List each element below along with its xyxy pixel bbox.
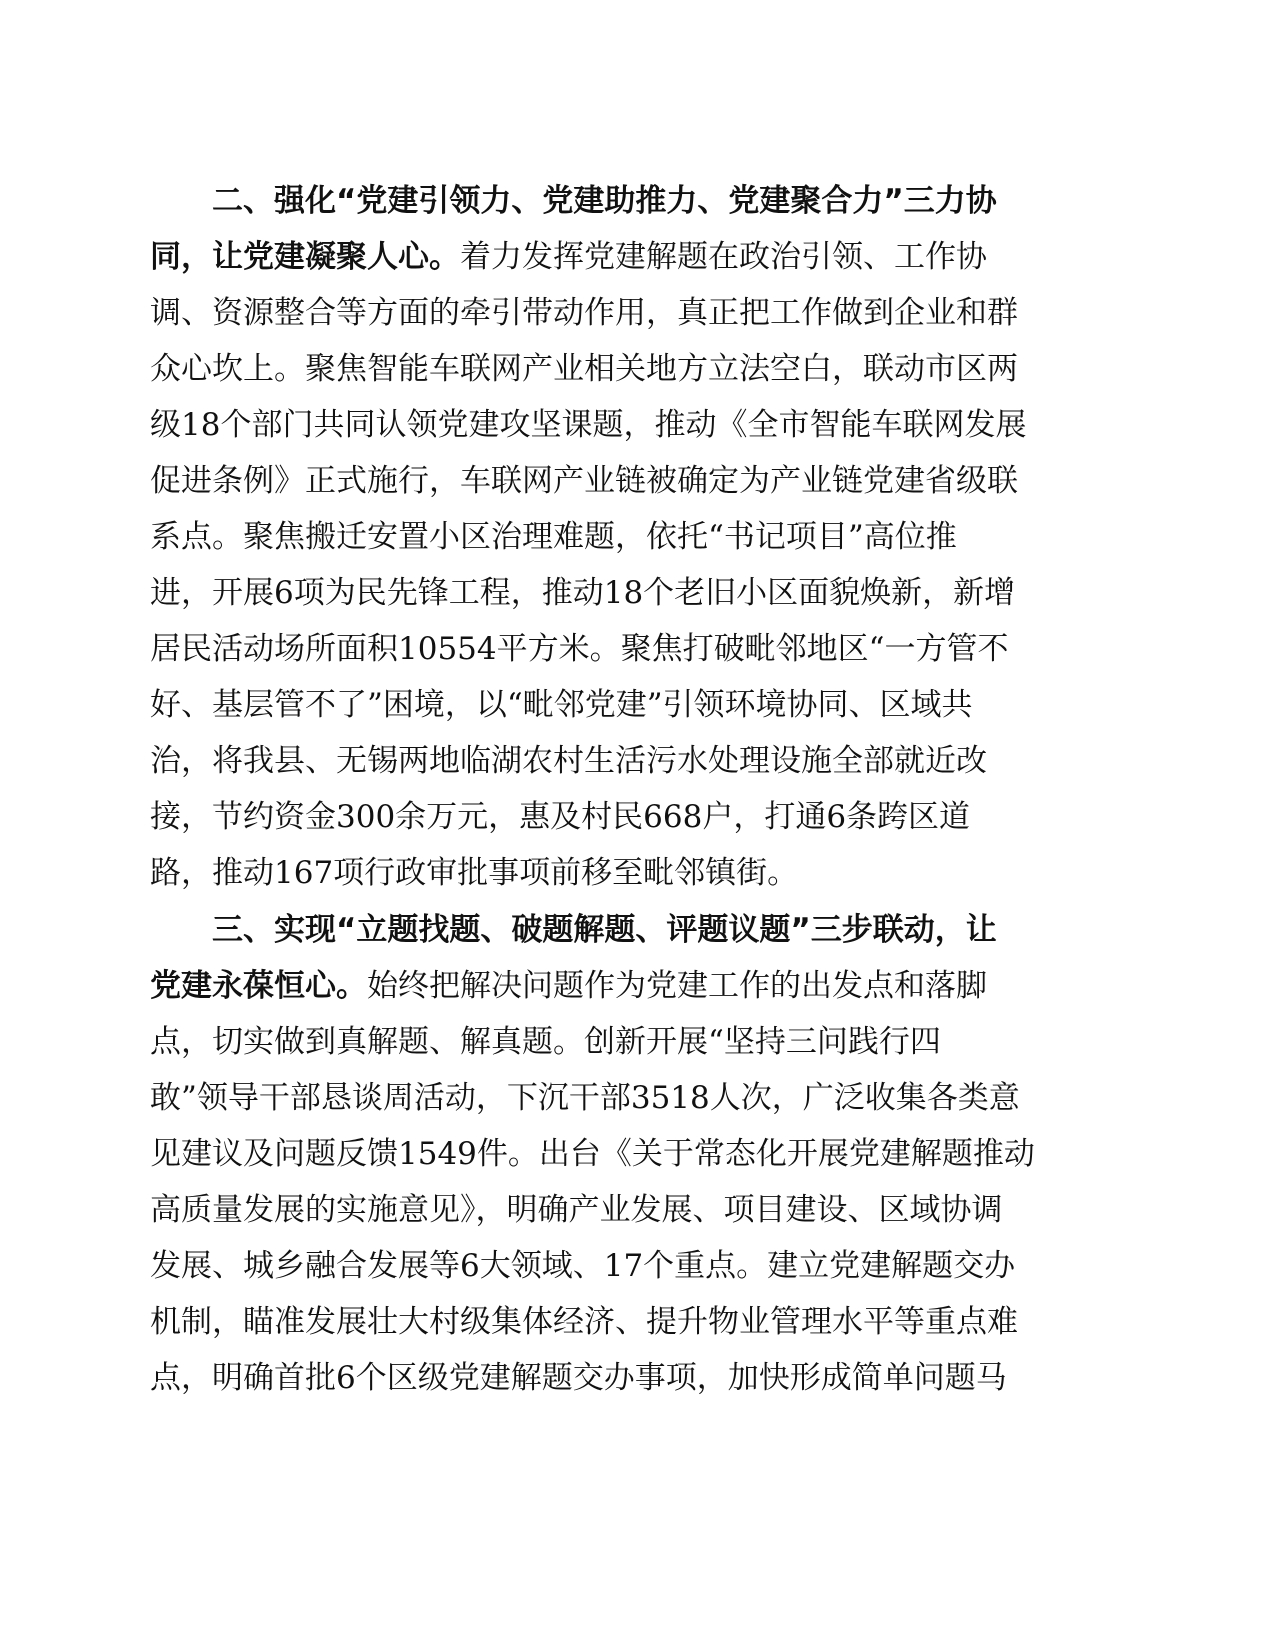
text-run: 敢”领导干部恳谈周活动，下沉干部3518人次，广泛收集各类意: [150, 1080, 1020, 1116]
paragraph-line: [150, 1294, 1018, 1350]
paragraph-line: [150, 1014, 941, 1070]
section-2-heading-line: [212, 173, 997, 229]
text-run: 点，明确首批6个区级党建解题交办事项，加快形成简单问题马: [150, 1360, 1007, 1396]
paragraph-line: [150, 677, 973, 733]
paragraph-line: [150, 229, 987, 285]
paragraph-line: [150, 789, 970, 845]
text-run: 点，切实做到真解题、解真题。创新开展“坚持三问践行四: [150, 1024, 941, 1060]
text-run: 治，将我县、无锡两地临湖农村生活污水处理设施全部就近改: [150, 743, 987, 779]
text-run: 路，推动167项行政审批事项前移至毗邻镇街。: [150, 855, 799, 891]
text-run: 接，节约资金300余万元，惠及村民668户，打通6条跨区道: [150, 799, 971, 835]
text-run: 发展、城乡融合发展等6大领域、17个重点。建立党建解题交办: [150, 1248, 1016, 1284]
paragraph-line: [150, 1182, 1003, 1238]
text-run: 始终把解决问题作为党建工作的出发点和落脚: [367, 968, 987, 1004]
paragraph-line: [150, 845, 798, 901]
text-run: 促进条例》正式施行，车联网产业链被确定为产业链党建省级联: [150, 463, 1018, 499]
paragraph-line: [150, 285, 1018, 341]
paragraph-line: [150, 733, 987, 789]
paragraph-line: [150, 621, 1008, 677]
section-3-heading: 三、实现“立题找题、破题解题、评题议题”三步联动，让: [212, 912, 997, 948]
paragraph-line: [150, 397, 1026, 453]
text-run: 好、基层管不了”困境，以“毗邻党建”引领环境协同、区域共: [150, 687, 973, 723]
text-run: 着力发挥党建解题在政治引领、工作协: [460, 239, 987, 275]
paragraph-line: [150, 453, 1018, 509]
paragraph-line: [150, 341, 1018, 397]
paragraph-line: [150, 1126, 1035, 1182]
text-run: 进，开展6项为民先锋工程，推动18个老旧小区面貌焕新，新增: [150, 575, 1016, 611]
text-run: 高质量发展的实施意见》，明确产业发展、项目建设、区域协调: [150, 1192, 1003, 1228]
text-run: 机制，瞄准发展壮大村级集体经济、提升物业管理水平等重点难: [150, 1304, 1018, 1340]
text-run: 系点。聚焦搬迁安置小区治理难题，依托“书记项目”高位推: [150, 519, 957, 555]
section-2-heading-cont: 同，让党建凝聚人心。: [150, 239, 460, 275]
text-run: 居民活动场所面积10554平方米。聚焦打破毗邻地区“一方管不: [150, 631, 1009, 667]
text-run: 见建议及问题反馈1549件。出台《关于常态化开展党建解题推动: [150, 1136, 1035, 1172]
paragraph-line: [150, 958, 987, 1014]
paragraph-line: [150, 565, 1015, 621]
paragraph-line: [150, 509, 957, 565]
section-3-heading-line: [212, 902, 997, 958]
paragraph-line: [150, 1350, 1007, 1406]
section-2-heading: 二、强化“党建引领力、党建助推力、党建聚合力”三力协: [212, 183, 997, 219]
text-run: 众心坎上。聚焦智能车联网产业相关地方立法空白，联动市区两: [150, 351, 1018, 387]
paragraph-line: [150, 1238, 1015, 1294]
paragraph-line: [150, 1070, 1020, 1126]
text-run: 调、资源整合等方面的牵引带动作用，真正把工作做到企业和群: [150, 295, 1018, 331]
section-3-heading-cont: 党建永葆恒心。: [150, 968, 367, 1004]
text-run: 级18个部门共同认领党建攻坚课题，推动《全市智能车联网发展: [150, 407, 1027, 443]
